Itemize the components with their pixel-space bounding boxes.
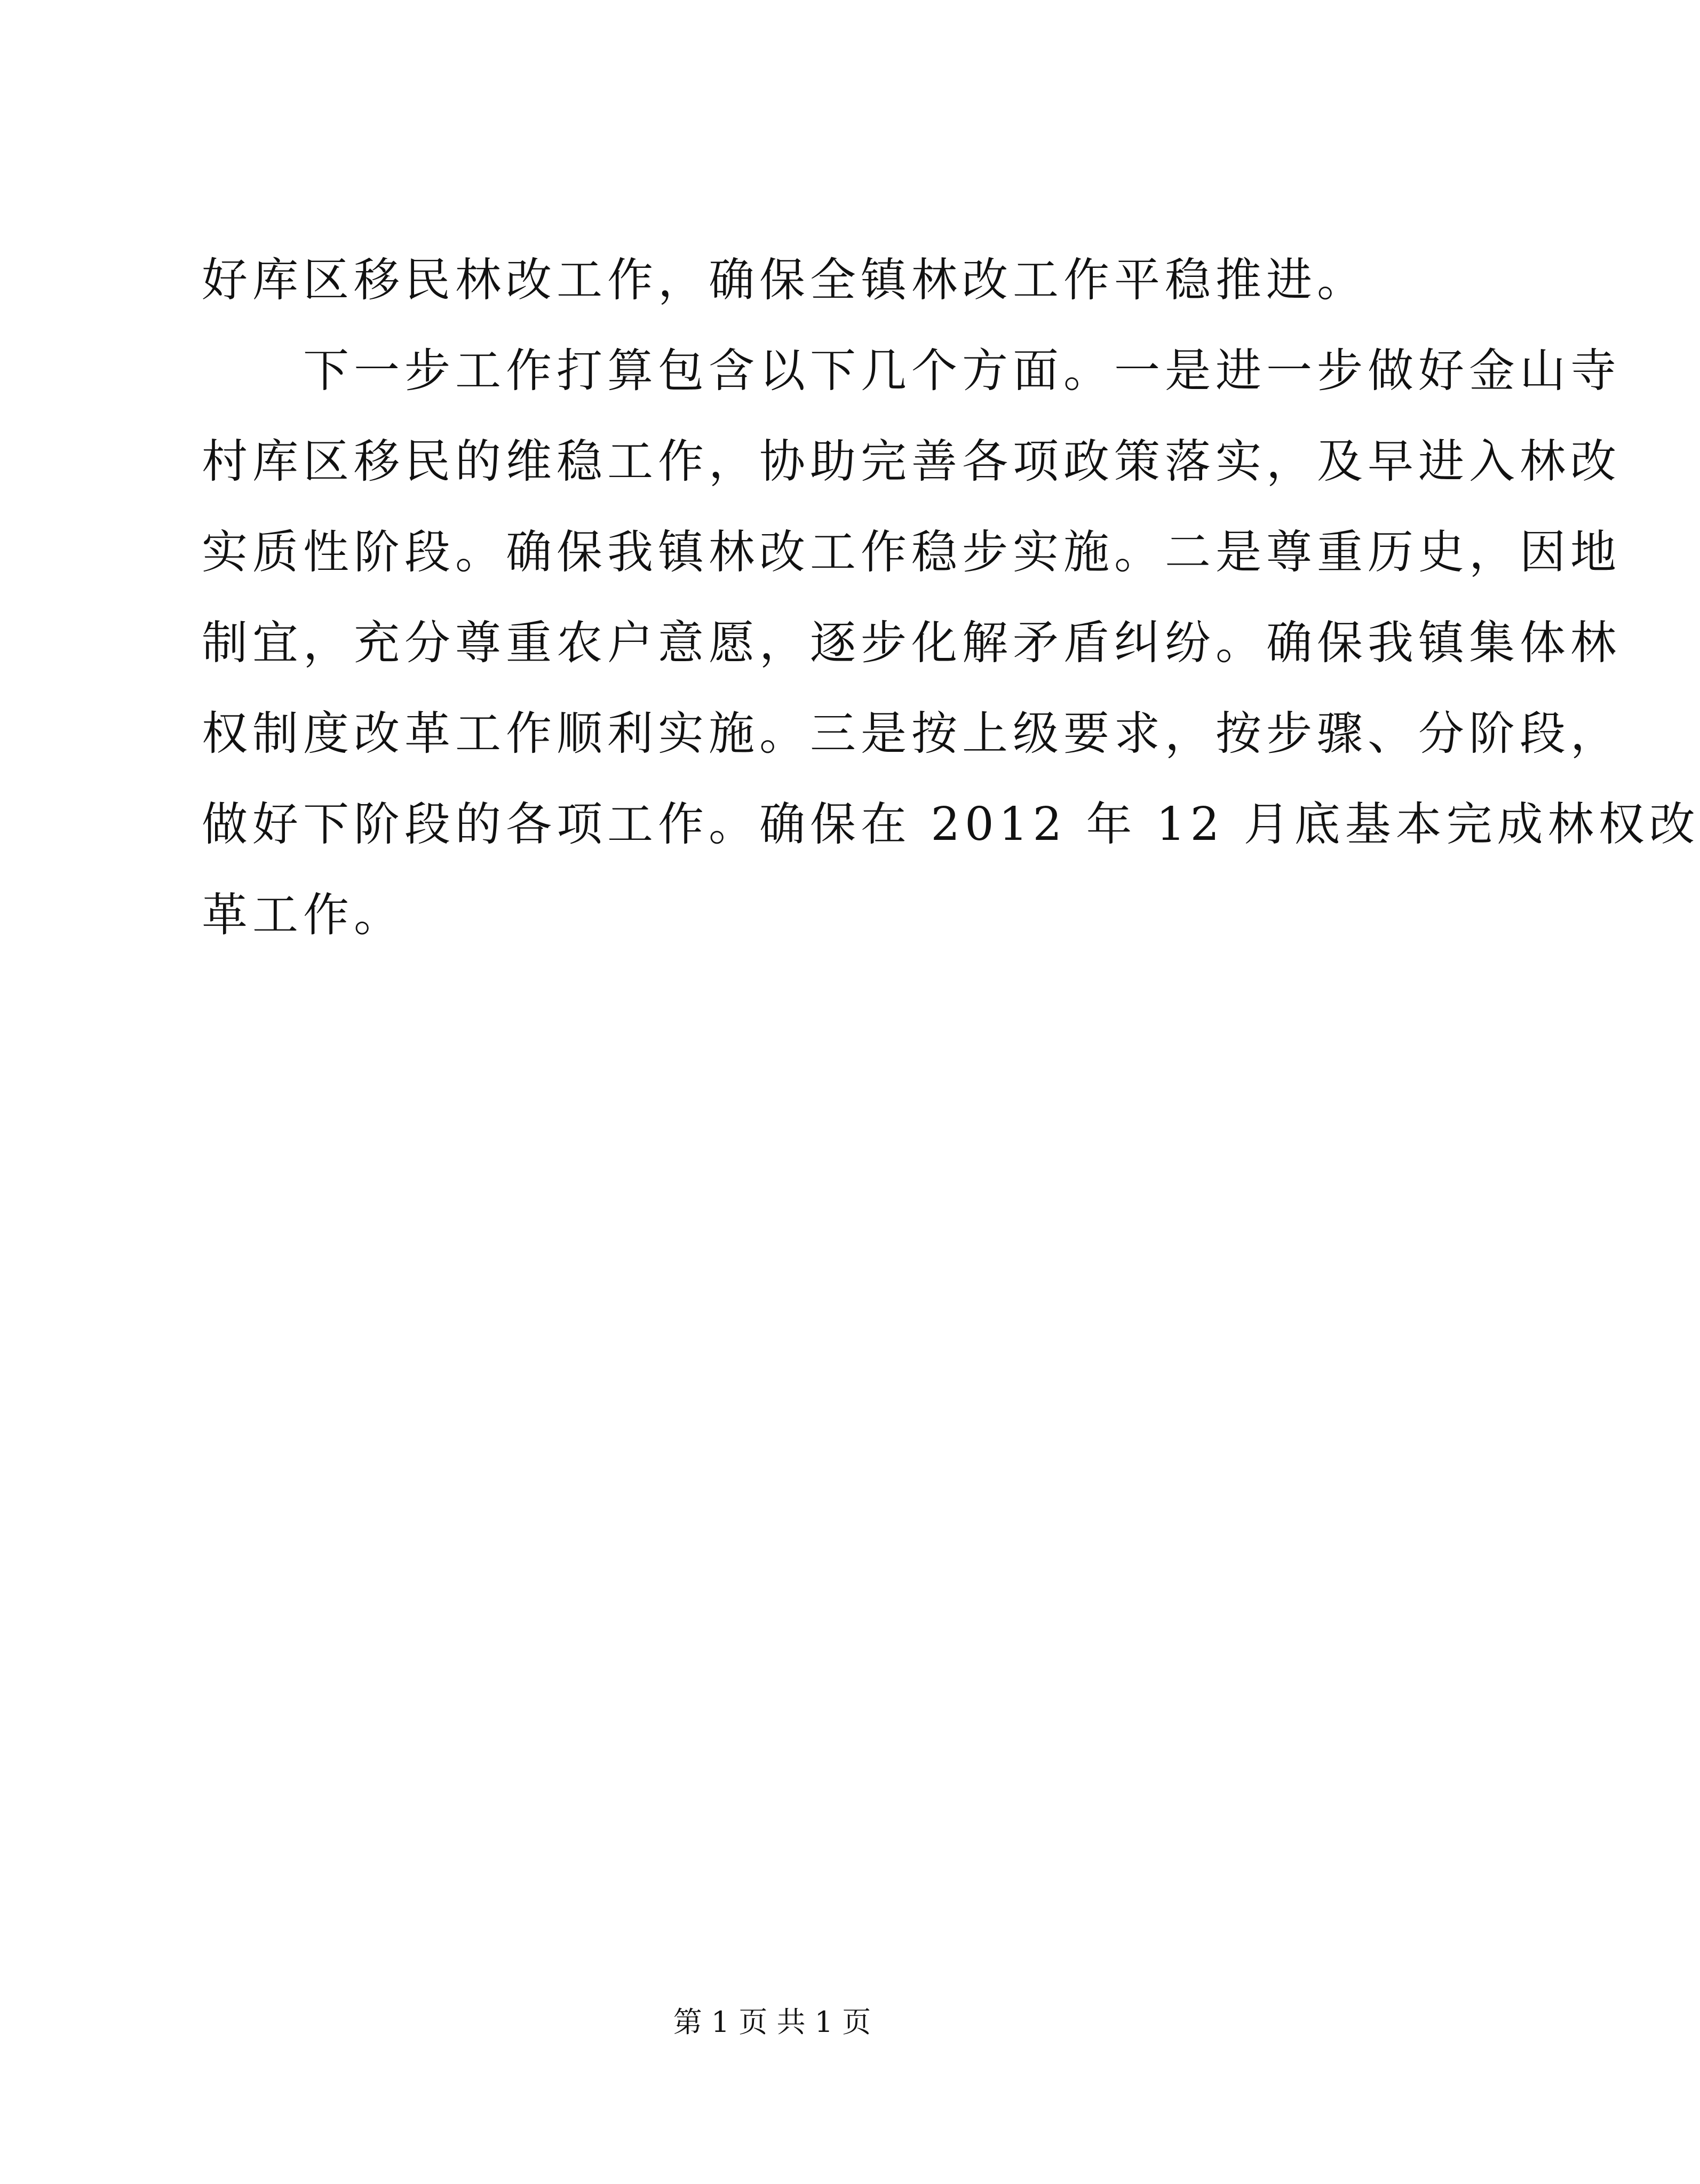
text-line: 制宜，充分尊重农户意愿，逐步化解矛盾纠纷。确保我镇集体林 — [202, 616, 1621, 670]
text-line: 做好下阶段的各项工作。确保在 2012 年 12 月底基本完成林权改 — [202, 798, 1700, 851]
page-number-footer: 第 1 页 共 1 页 — [673, 2005, 871, 2039]
text-line: 实质性阶段。确保我镇林改工作稳步实施。二是尊重历史，因地 — [202, 526, 1621, 579]
text-line: 权制度改革工作顺利实施。三是按上级要求，按步骤、分阶段， — [202, 707, 1621, 760]
text-line: 下一步工作打算包含以下几个方面。一是进一步做好金山寺 — [202, 344, 1621, 398]
body-text — [202, 235, 1700, 960]
text-line: 革工作。 — [202, 888, 404, 942]
text-line: 好库区移民林改工作，确保全镇林改工作平稳推进。 — [202, 253, 1368, 307]
text-line: 村库区移民的维稳工作，协助完善各项政策落实，及早进入林改 — [202, 435, 1621, 488]
